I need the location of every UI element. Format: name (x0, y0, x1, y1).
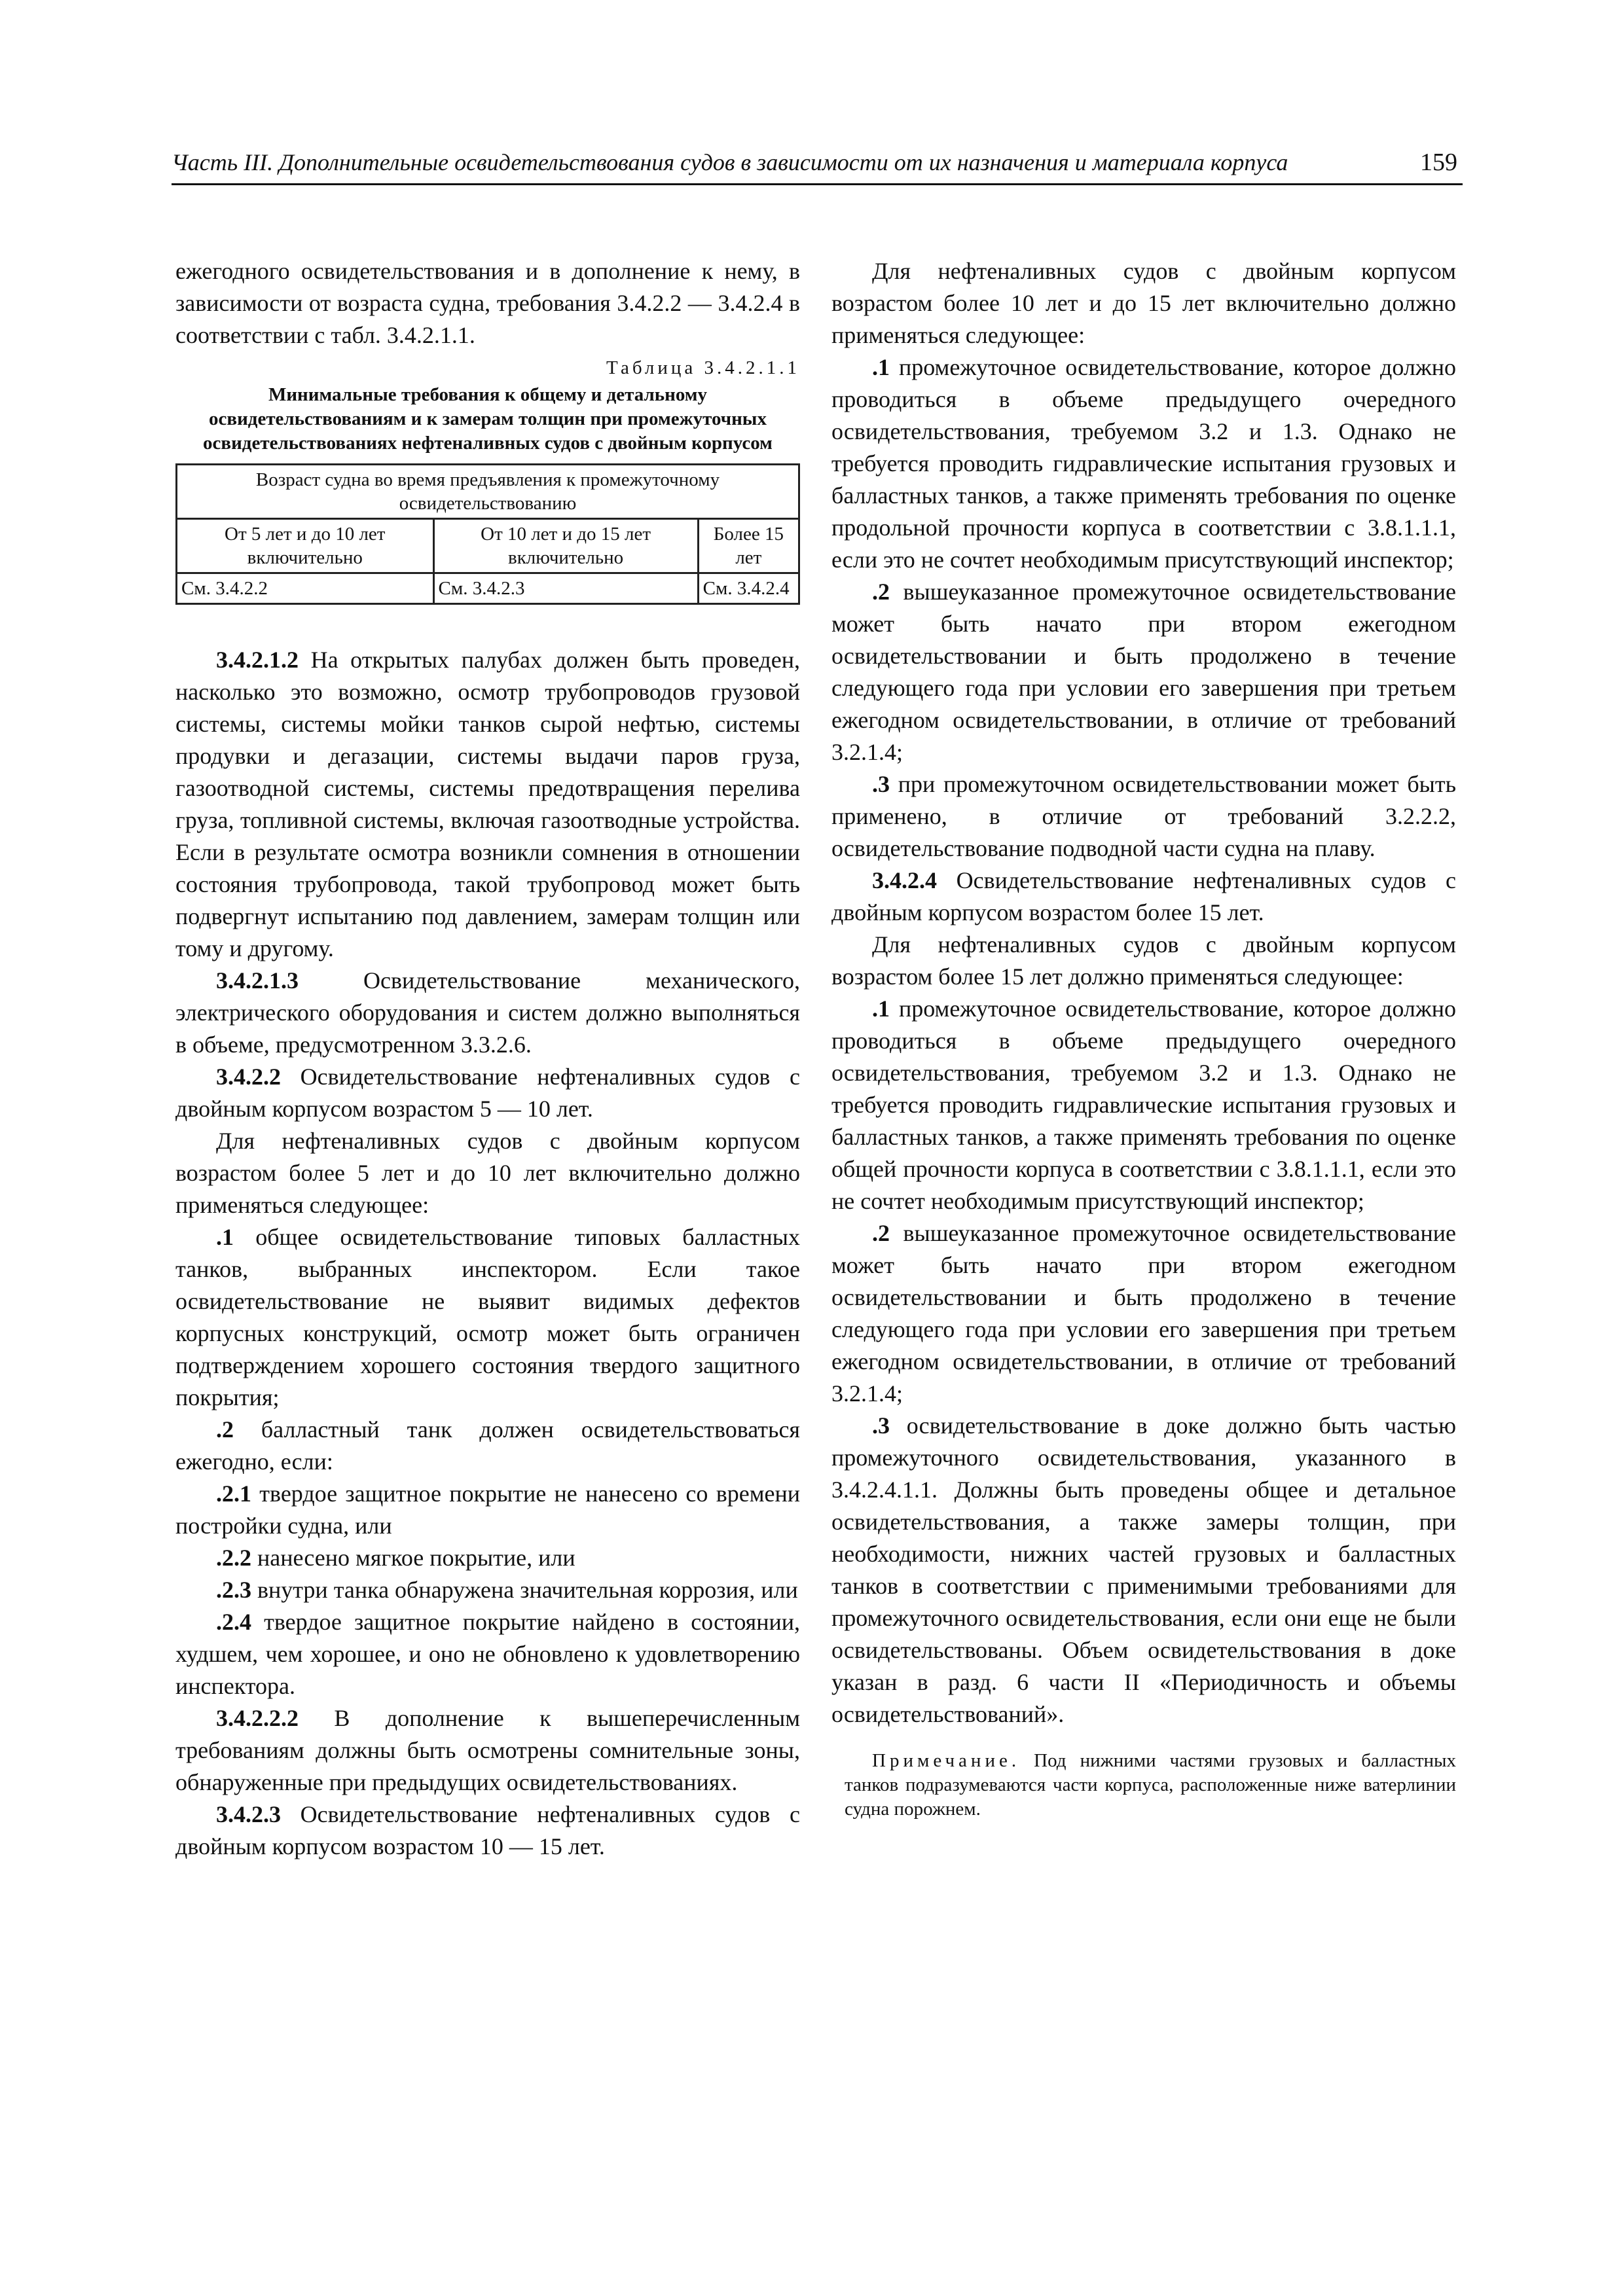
table-title: Минимальные требования к общему и детальному освидетельствованиям и к замерам толщин при промежуточных освидетельствованиях нефтеналивных судов с двойным корпусом (203, 384, 773, 454)
clause-text: промежуточное освидетельствование, которое должно проводиться в объеме предыдущего очередного освидетельствования, требуемом 3.2 и 1.3. Однако не требуется проводить гидравлические испытания грузовых и балластных танков, а также применять требования по оценке продольной прочности корпуса в соответствии с 3.8.1.1.1, если это не сочтет необходимым присутствующий инспектор; (831, 354, 1456, 573)
clause-number: .2.3 (216, 1577, 251, 1603)
clause-number: .1 (872, 354, 890, 380)
paragraph (175, 1414, 800, 1478)
paragraph (831, 576, 1456, 768)
paragraph: ежегодного освидетельствования и в дополнение к нему, в зависимости от возраста судна, требования 3.4.2.2 — 3.4.2.4 в соответствии с табл. 3.4.2.1.1. (175, 258, 800, 348)
paragraph (175, 1542, 800, 1574)
clause-text: вышеуказанное промежуточное освидетельствование может быть начато при втором ежегодном освидетельствовании и быть продолжено в течение следующего года при условии его завершения при третьем ежегодном освидетельствовании, в отличие от требований 3.2.1.4; (831, 579, 1456, 765)
table-header-row (177, 465, 799, 519)
right-column (831, 255, 1456, 1821)
clause-text: Освидетельствование механического, электрического оборудования и систем должно выполняться в объеме, предусмотренном 3.3.2.6. (175, 967, 800, 1058)
table-header-cell: Возраст судна во время предъявления к промежуточному освидетельствованию (177, 465, 799, 519)
table-row (177, 573, 799, 604)
clause-text: вышеуказанное промежуточное освидетельствование может быть начато при втором ежегодном освидетельствовании и быть продолжено в течение следующего года при условии его завершения при третьем ежегодном освидетельствовании, в отличие от требований 3.2.1.4; (831, 1220, 1456, 1407)
table-column-header: От 10 лет и до 15 лет включительно (433, 519, 698, 573)
clause-text: В дополнение к вышеперечисленным требованиям должны быть осмотрены сомнительные зоны, обнаруженные при предыдущих освидетельствованиях. (175, 1705, 800, 1795)
note-label: Примечание. (872, 1750, 1021, 1771)
clause-number: .3 (872, 1412, 890, 1439)
table-cell: См. 3.4.2.4 (698, 573, 799, 604)
clause-number: 3.4.2.3 (216, 1801, 281, 1827)
paragraph: Для нефтеналивных судов с двойным корпусом возрастом более 15 лет должно применяться следующее: (831, 931, 1456, 990)
requirements-table (175, 463, 800, 605)
header-title: Часть III. Дополнительные освидетельствования судов в зависимости от их назначения и материала корпуса (172, 149, 1288, 175)
clause-number: 3.4.2.4 (872, 867, 937, 893)
clause-text: На открытых палубах должен быть проведен, насколько это возможно, осмотр трубопроводов грузовой системы, системы мойки танков сырой нефтью, системы продувки и дегазации, системы выдачи паров груза, газоотводной системы, системы предотвращения перелива груза, топливной системы, включая газоотводные устройства. Если в результате осмотра возникли сомнения в отношении состояния трубопровода, такой трубопровод может быть подвергнут испытанию под давлением, замерам толщин или тому и другому. (175, 647, 800, 961)
clause-number: 3.4.2.2.2 (216, 1705, 299, 1731)
clause-number: 3.4.2.1.3 (216, 967, 299, 994)
clause-text: Освидетельствование нефтеналивных судов с двойным корпусом возрастом 5 — 10 лет. (175, 1064, 800, 1122)
table-column-header: Более 15 лет (698, 519, 799, 573)
clause-number: .2 (216, 1416, 234, 1443)
paragraph (831, 351, 1456, 576)
paragraph (831, 993, 1456, 1217)
paragraph (175, 1061, 800, 1125)
paragraph (175, 644, 800, 965)
clause-number: .1 (872, 996, 890, 1022)
clause-text: твердое защитное покрытие не нанесено со времени постройки судна, или (175, 1480, 800, 1539)
running-header (172, 145, 1463, 185)
paragraph (175, 1799, 800, 1863)
clause-number: .2.4 (216, 1609, 251, 1635)
paragraph (831, 768, 1456, 865)
note-text: Под нижними частями грузовых и балластных танков подразумеваются части корпуса, расположенные ниже ватерлинии судна порожнем. (845, 1750, 1456, 1820)
clause-number: .1 (216, 1224, 234, 1250)
clause-text: твердое защитное покрытие найдено в состоянии, худшем, чем хорошее, и оно не обновлено к удовлетворению инспектора. (175, 1609, 800, 1699)
paragraph: Для нефтеналивных судов с двойным корпусом возрастом более 10 лет и до 15 лет включительно должно применяться следующее: (831, 258, 1456, 348)
page-number: 159 (1420, 149, 1457, 176)
clause-number: .2.2 (216, 1545, 251, 1571)
left-column (175, 255, 800, 1863)
paragraph (175, 1221, 800, 1414)
clause-text: при промежуточном освидетельствовании может быть применено, в отличие от требований 3.2.2.2, освидетельствование подводной части судна на плаву. (831, 771, 1456, 861)
clause-text: общее освидетельствование типовых балластных танков, выбранных инспектором. Если такое освидетельствование не выявит видимых дефектов корпусных конструкций, осмотр может быть ограничен подтверждением хорошего состояния твердого защитного покрытия; (175, 1224, 800, 1410)
clause-text: нанесено мягкое покрытие, или (251, 1545, 575, 1571)
clause-number: .2 (872, 579, 890, 605)
table-columns-row (177, 519, 799, 573)
note (831, 1749, 1456, 1821)
clause-text: промежуточное освидетельствование, которое должно проводиться в объеме предыдущего очередного освидетельствования, требуемом 3.2 и 1.3. Однако не требуется проводить гидравлические испытания грузовых и балластных танков, а также применять требования по оценке общей прочности корпуса в соответствии с 3.8.1.1.1, если это не сочтет необходимым присутствующий инспектор; (831, 996, 1456, 1214)
paragraph (831, 1217, 1456, 1410)
clause-number: .2.1 (216, 1480, 251, 1507)
paragraph (831, 1410, 1456, 1731)
clause-text: балластный танк должен освидетельствоваться ежегодно, если: (175, 1416, 800, 1475)
table-cell: См. 3.4.2.3 (433, 573, 698, 604)
paragraph: Для нефтеналивных судов с двойным корпусом возрастом более 5 лет и до 10 лет включительно должно применяться следующее: (175, 1128, 800, 1218)
paragraph (831, 865, 1456, 929)
clause-number: 3.4.2.2 (216, 1064, 281, 1090)
clause-text: Освидетельствование нефтеналивных судов с двойным корпусом возрастом более 15 лет. (831, 867, 1456, 925)
paragraph (175, 1478, 800, 1542)
clause-text: внутри танка обнаружена значительная коррозия, или (251, 1577, 798, 1603)
clause-text: Освидетельствование нефтеналивных судов с двойным корпусом возрастом 10 — 15 лет. (175, 1801, 800, 1859)
paragraph (175, 1574, 800, 1606)
table-cell: См. 3.4.2.2 (177, 573, 434, 604)
paragraph (175, 965, 800, 1061)
paragraph (175, 1702, 800, 1799)
table-column-header: От 5 лет и до 10 лет включительно (177, 519, 434, 573)
clause-number: 3.4.2.1.2 (216, 647, 299, 673)
clause-text: освидетельствование в доке должно быть частью промежуточного освидетельствования, указанного в 3.4.2.4.1.1. Должны быть проведены общее и детальное освидетельствования, а также замеры толщин, при необходимости, нижних частей грузовых и балластных танков в соответствии с применимыми требованиями для промежуточного освидетельствования, если они еще не были освидетельствованы. Объем освидетельствования в доке указан в разд. 6 части II «Периодичность и объемы освидетельствований». (831, 1412, 1456, 1727)
clause-number: .3 (872, 771, 890, 797)
paragraph (175, 1606, 800, 1702)
table-caption: Таблица 3.4.2.1.1 (606, 357, 800, 378)
clause-number: .2 (872, 1220, 890, 1246)
